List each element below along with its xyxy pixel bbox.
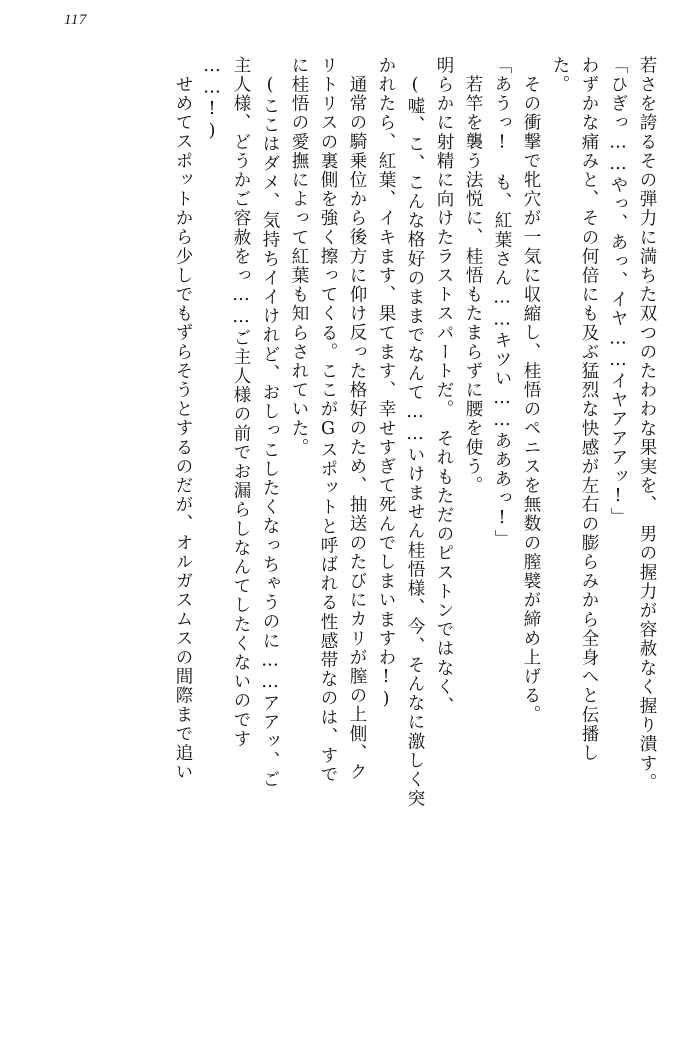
- text-line: リトリスの裏側を強く擦ってくる。ここがGスポットと呼ばれる性感帯なのは、すで: [318, 56, 338, 785]
- vertical-text-body: [30, 56, 655, 1016]
- text-line: 通常の騎乗位から後方に仰け反った格好のため、抽送のたびにカリが膣の上側、ク: [347, 75, 367, 782]
- text-line: 主人様、どうかご容赦をっ……ご主人様の前でお漏らしなんてしたくないのです: [231, 56, 251, 749]
- text-line: に桂悟の愛撫によって紅葉も知らされていた。: [289, 56, 309, 458]
- text-line: 若竿を襲う法悦に、桂悟もたまらずに腰を使う。: [463, 75, 483, 496]
- text-line: その衝撃で牝穴が一気に収縮し、桂悟のペニスを無数の膣襞が締め上げる。: [521, 75, 541, 725]
- text-line: かれたら、紅葉、イキます、果てます、幸せすぎて死んでしまいますわ!): [376, 56, 396, 711]
- text-line: (嘘、こ、こんな格好のままでなんて……いけません桂悟様、今、そんなに激しく突: [405, 75, 425, 809]
- text-line: わずかな痛みと、その何倍にも及ぶ猛烈な快感が左右の膨らみから全身へと伝播し: [579, 56, 599, 763]
- text-line: 明らかに射精に向けたラストスパートだ。 それもただのピストンではなく、: [434, 56, 454, 716]
- page-number: 117: [64, 12, 87, 28]
- text-line: せめてスポットから少しでもずらそうとするのだが、オルガスムスの間際まで追い: [173, 75, 193, 782]
- text-line: 「あうっ! も、紅葉さん……キツい……あああっ!」: [492, 56, 512, 549]
- text-line: た。: [550, 56, 570, 95]
- text-line: (ここはダメ、気持ちイイけれど、おしっこしたくなっちゃうのに……アアッ、ご: [260, 75, 280, 790]
- text-line: 「ひぎっ……やっ、あっ、イヤ……イヤアアアッ!」: [608, 56, 628, 527]
- text-line: ……!): [202, 56, 222, 143]
- text-line: 若さを誇るその弾力に満ちた双つのたわわな果実を、 男の握力が容赦なく握り潰す。: [637, 56, 657, 793]
